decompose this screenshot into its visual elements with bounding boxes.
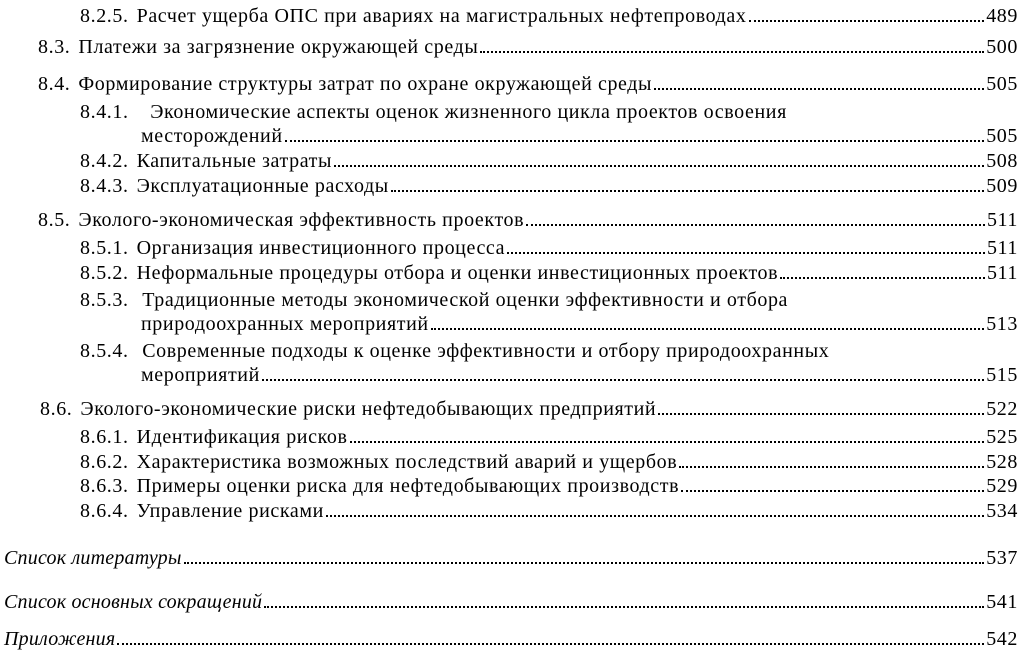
toc-entry-number: 8.5.2.: [80, 262, 129, 284]
toc-entry-title: Управление рисками: [136, 500, 324, 522]
toc-entry-title: Эксплуатационные расходы: [136, 175, 389, 197]
toc-leader-dots: [285, 140, 985, 142]
toc-entry-title: Платежи за загрязнение окружающей среды: [78, 36, 479, 58]
toc-entry-8-6[interactable]: [40, 397, 1018, 421]
toc-entry-title-continued: месторождений: [141, 125, 283, 147]
toc-entry-title: Экономические аспекты оценок жизненного цикла проектов освоения: [150, 101, 787, 123]
toc-entry-title: Современные подходы к оценке эффективности и отбору природоохранных: [142, 340, 830, 362]
toc-entry-page: 489: [986, 5, 1018, 27]
toc-entry-number: 8.5.: [38, 209, 71, 231]
toc-entry-number: 8.6.3.: [80, 475, 129, 497]
toc-entry-page: 529: [986, 475, 1018, 497]
toc-entry-abbreviations[interactable]: [4, 590, 1018, 614]
toc-leader-dots: [262, 379, 984, 381]
toc-leader-dots: [681, 490, 984, 492]
toc-entry-page: 528: [986, 451, 1018, 473]
toc-entry-8-5-4-first-line[interactable]: [80, 339, 829, 363]
toc-entry-page: 511: [986, 262, 1018, 284]
toc-leader-dots: [391, 190, 984, 192]
toc-entry-number: 8.5.3.: [80, 289, 129, 311]
toc-entry-title: Традиционные методы экономической оценки эффективности и отбора: [142, 289, 789, 311]
toc-leader-dots: [654, 88, 984, 90]
toc-entry-number: 8.2.5.: [80, 5, 129, 27]
toc-leader-dots: [679, 466, 984, 468]
toc-entry-number: 8.6.2.: [80, 451, 129, 473]
toc-leader-dots: [350, 441, 985, 443]
toc-entry-page: 508: [986, 150, 1018, 172]
toc-entry-page: 525: [986, 426, 1018, 448]
toc-entry-8-5-1[interactable]: [80, 236, 1018, 260]
toc-entry-page: 537: [986, 547, 1018, 569]
toc-entry-page: 511: [986, 209, 1018, 231]
toc-entry-page: 522: [986, 398, 1018, 420]
toc-entry-title: Примеры оценки риска для нефтедобывающих производств: [136, 475, 680, 497]
toc-leader-dots: [658, 413, 984, 415]
toc-entry-page: 500: [986, 36, 1018, 58]
toc-entry-8-5-2[interactable]: [80, 261, 1018, 285]
toc-entry-title: Организация инвестиционного процесса: [136, 237, 506, 259]
toc-entry-8-6-3[interactable]: [80, 474, 1018, 498]
toc-entry-number: 8.4.3.: [80, 175, 129, 197]
toc-entry-number: 8.5.4.: [80, 340, 129, 362]
toc-leader-dots: [184, 562, 985, 564]
toc-entry-8-4-2[interactable]: [80, 149, 1018, 173]
toc-entry-8-2-5[interactable]: [80, 4, 1018, 28]
toc-leader-dots: [326, 515, 984, 517]
toc-entry-title: Идентификация рисков: [136, 426, 348, 448]
toc-leader-dots: [480, 51, 984, 53]
toc-entry-title: Список основных сокращений: [4, 591, 263, 613]
toc-entry-8-4-1[interactable]: [141, 124, 1018, 148]
toc-leader-dots: [117, 643, 984, 645]
toc-entry-8-5-3[interactable]: [141, 312, 1018, 336]
toc-entry-title-continued: природоохранных мероприятий: [141, 313, 429, 335]
toc-entry-page: 511: [986, 237, 1018, 259]
toc-entry-title: Эколого-экономические риски нефтедобывающих предприятий: [80, 398, 657, 420]
toc-entry-8-4-1-first-line[interactable]: [80, 100, 787, 124]
toc-entry-page: 542: [986, 628, 1018, 650]
toc-entry-8-3[interactable]: [38, 35, 1018, 59]
toc-leader-dots: [264, 606, 984, 608]
toc-entry-page: 505: [986, 73, 1018, 95]
toc-entry-title: Характеристика возможных последствий аварий и ущербов: [136, 451, 678, 473]
toc-entry-number: 8.6.: [40, 398, 73, 420]
toc-entry-title: Список литературы: [4, 547, 182, 569]
toc-entry-number: 8.6.1.: [80, 426, 129, 448]
toc-entry-8-5-4[interactable]: [141, 363, 1018, 387]
toc-entry-title: Формирование структуры затрат по охране окружающей среды: [78, 73, 653, 95]
toc-entry-appendices[interactable]: [4, 627, 1018, 651]
toc-entry-title: Капитальные затраты: [136, 150, 333, 172]
toc-entry-title: Приложения: [4, 628, 116, 650]
toc-entry-8-5-3-first-line[interactable]: [80, 288, 788, 312]
toc-leader-dots: [749, 20, 985, 22]
toc-entry-8-4[interactable]: [38, 72, 1018, 96]
toc-entry-page: 515: [986, 364, 1018, 386]
toc-leader-dots: [780, 277, 985, 279]
toc-leader-dots: [334, 165, 984, 167]
toc-entry-8-6-4[interactable]: [80, 499, 1018, 523]
toc-entry-8-6-1[interactable]: [80, 425, 1018, 449]
toc-entry-page: 505: [986, 125, 1018, 147]
toc-entry-title: Расчет ущерба ОПС при авариях на магистральных нефтепроводах: [136, 5, 747, 27]
toc-entry-number: 8.4.2.: [80, 150, 129, 172]
toc-entry-title: Неформальные процедуры отбора и оценки инвестиционных проектов: [136, 262, 779, 284]
toc-entry-8-5[interactable]: [38, 208, 1018, 232]
toc-entry-title: Эколого-экономическая эффективность проектов: [78, 209, 525, 231]
toc-entry-8-4-3[interactable]: [80, 174, 1018, 198]
toc-entry-number: 8.6.4.: [80, 500, 129, 522]
toc-entry-number: 8.4.1.: [80, 101, 129, 123]
toc-entry-8-6-2[interactable]: [80, 450, 1018, 474]
toc-leader-dots: [507, 252, 985, 254]
toc-entry-page: 509: [986, 175, 1018, 197]
toc-entry-references[interactable]: [4, 546, 1018, 570]
toc-entry-number: 8.4.: [38, 73, 71, 95]
toc-leader-dots: [526, 224, 985, 226]
toc-leader-dots: [431, 328, 984, 330]
toc-entry-title-continued: мероприятий: [141, 364, 260, 386]
toc-entry-page: 541: [986, 591, 1018, 613]
toc-entry-number: 8.3.: [38, 36, 71, 58]
toc-entry-number: 8.5.1.: [80, 237, 129, 259]
toc-entry-page: 513: [986, 313, 1018, 335]
toc-entry-page: 534: [986, 500, 1018, 522]
